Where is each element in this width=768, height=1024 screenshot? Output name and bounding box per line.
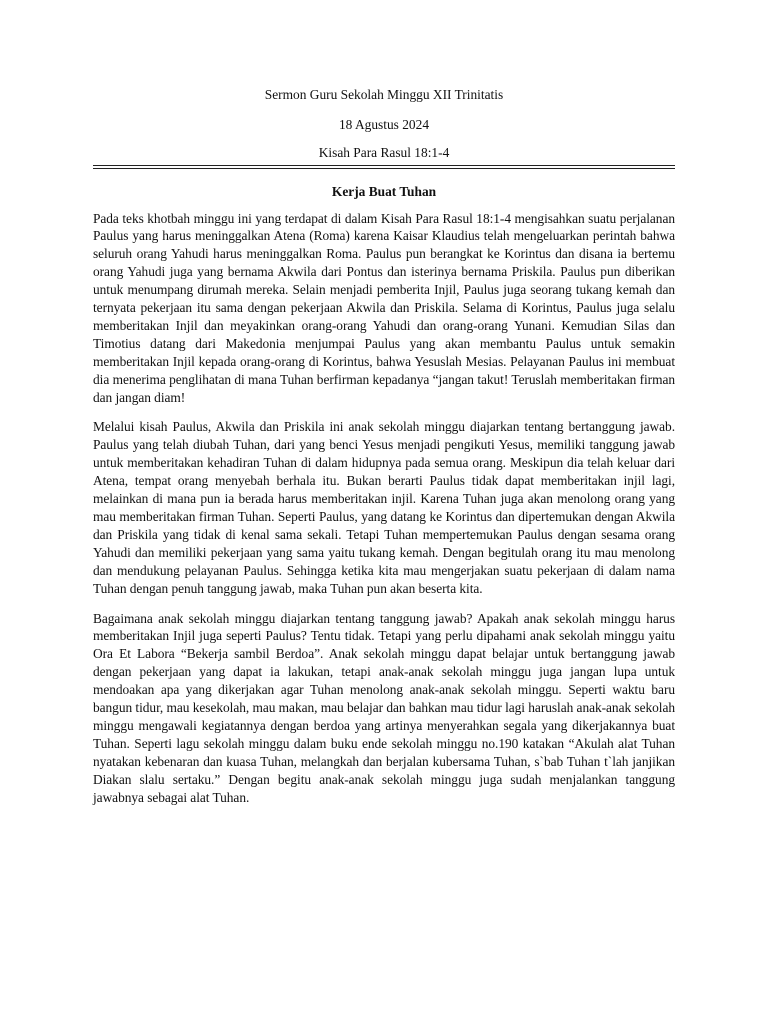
document-page: [93, 86, 675, 819]
body-paragraph-3: Bagaimana anak sekolah minggu diajarkan tentang tanggung jawab? Apakah anak sekolah minggu harus memberitakan Injil juga seperti Paulus? Tentu tidak. Tetapi yang perlu dipahami anak sekolah minggu yaitu Ora Et Labora “Bekerja sambil Berdoa”. Anak sekolah minggu dapat belajar untuk bertanggung jawab dengan pekerjaan yang dapat ia lakukan, tetapi anak-anak sekolah minggu juga jangan lupa untuk mendoakan apa yang dikerjakan agar Tuhan menolong anak-anak sekolah minggu. Seperti waktu baru bangun tidur, mau kesekolah, mau makan, mau belajar dan bahkan mau tidur lagi haruslah anak-anak sekolah minggu mengawali kegiatannya dengan berdoa yang artinya menyerahkan segala yang dikerjakannya buat Tuhan. Seperti lagu sekolah minggu dalam buku ende sekolah minggu no.190 katakan “Akulah alat Tuhan nyatakan kebenaran dan kuasa Tuhan, melangkah dan berjalan kubersama Tuhan, s`bab Tuhan t`lah janjikan Diakan slalu sertaku.” Dengan begitu anak-anak sekolah minggu juga sudah menjalankan tanggung jawabnya sebagai alat Tuhan.: [93, 610, 675, 805]
header-sermon-title: Sermon Guru Sekolah Minggu XII Trinitatis: [264, 87, 504, 102]
header-divider-bottom: [93, 168, 675, 169]
header-divider-top: [93, 165, 675, 166]
body-paragraph-1: Pada teks khotbah minggu ini yang terdapat di dalam Kisah Para Rasul 18:1-4 mengisahkan suatu perjalanan Paulus yang harus meninggalkan Atena (Roma) karena Kaisar Klaudius telah mengeluarkan perintah bahwa seluruh orang Yahudi harus meninggalkan Roma. Paulus pun berangkat ke Korintus dan disana ia bertemu orang Yahudi juga yang bernama Akwila dari Pontus dan isterinya bernama Priskila. Paulus pun diberikan untuk menumpang dirumah mereka. Selain menjadi pemberita Injil, Paulus juga seorang tukang kemah dan ternyata pekerjaan itu sama dengan pekerjaan Akwila dan Priskila. Selama di Korintus, Paulus juga selalu memberitakan Injil dan meyakinkan orang-orang Yahudi dan orang-orang Yunani. Kemudian Silas dan Timotius datang dari Makedonia menjumpai Paulus yang akan membantu Paulus untuk semakin memberitakan Injil kepada orang-orang di Korintus, bahwa Yesuslah Mesias. Pelayanan Paulus ini membuat dia menerima penglihatan di mana Tuhan berfirman kepadanya “jangan takut! Teruslah memberitakan firman dan jangan diam!: [93, 210, 675, 405]
header-date: 18 Agustus 2024: [338, 117, 430, 132]
body-paragraph-2: Melalui kisah Paulus, Akwila dan Priskila ini anak sekolah minggu diajarkan tentang bertanggung jawab. Paulus yang telah diubah Tuhan, dari yang benci Yesus menjadi pengikuti Yesus, memiliki tanggung jawab untuk memberitakan kehadiran Tuhan di dalam hidupnya pada semua orang. Meskipun dia telah keluar dari Atena, tempat orang menyebah berhala itu. Bukan berarti Paulus tidak dapat memberitakan injil lagi, melainkan di mana pun ia berada harus memberitakan injil. Karena Tuhan juga akan menolong orang yang mau memberitakan firman Tuhan. Seperti Paulus, yang datang ke Korintus dan dipertemukan dengan Akwila dan Priskila yang tidak di kenal sama sekali. Tetapi Tuhan mempertemukan Paulus dengan sesama orang Yahudi dan memiliki pekerjaan yang sama yaitu tukang kemah. Dengan begitulah orang itu mau menolong dan mendukung pelayanan Paulus. Sehingga ketika kita mau mengerjakan suatu pekerjaan di dalam nama Tuhan dengan penuh tanggung jawab, maka Tuhan pun akan beserta kita.: [93, 419, 675, 596]
header-scripture-reference: Kisah Para Rasul 18:1-4: [318, 145, 450, 160]
document-title: Kerja Buat Tuhan: [331, 183, 437, 199]
